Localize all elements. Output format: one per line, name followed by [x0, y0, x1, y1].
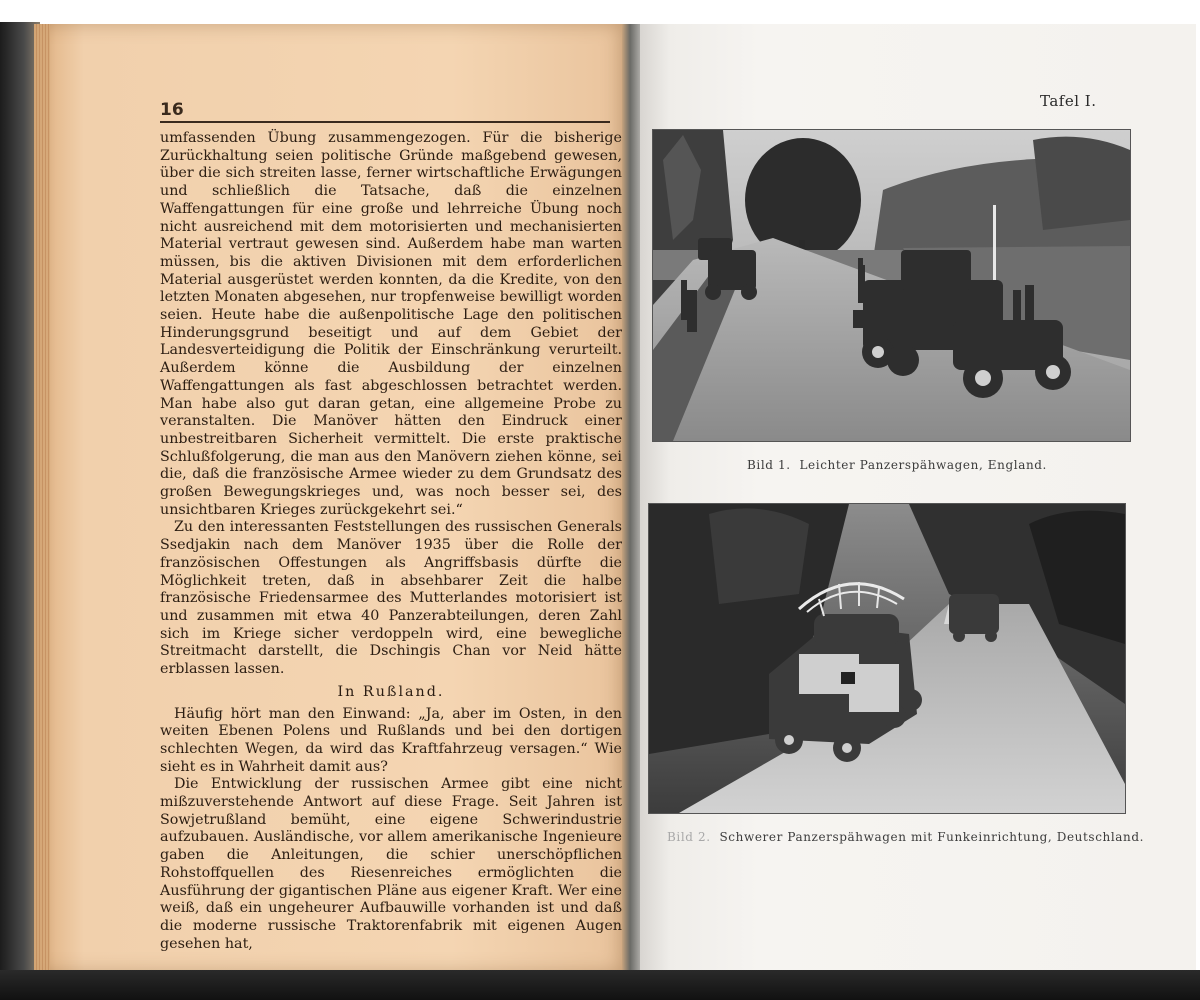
- caption-text: Schwerer Panzerspähwagen mit Funkeinrichtung, Deutschland.: [719, 830, 1145, 844]
- armored-car-convoy-photo-icon: [653, 130, 1130, 441]
- page-number: 16: [160, 100, 184, 120]
- section-heading: In Rußland.: [337, 683, 445, 700]
- paragraph: umfassenden Übung zusammengezogen. Für die bisherige Zurückhaltung seien politische Gründe maßgebend gewesen, über die sich streiten lasse, ferner wirtschaftliche Erwägungen und schließlich die Tatsache, daß die einzelnen Waffengattungen für eine große und lehrreiche Übung noch nicht ausreichend mit dem motorisierten und mechanisierten Material vertraut gewesen sind. Außerdem habe man warten müssen, bis die aktiven Divisionen mit dem erforderlichen Material ausgerüstet werden konnten, da die Kredite, von den letzten Monaten abgesehen, nur tropfenweise bewilligt worden seien. Heute habe die außenpolitische Lage den politischen Hinderungsgrund beseitigt und auf dem Gebiet der Landesverteidigung die Politik der Einschränkung verurteilt. Außerdem könne die Ausbildung der einzelnen Waffengattungen als fast abgeschlossen betrachtet werden. Man habe also gut daran getan, eine allgemeine Probe zu veranstalten. Die Manöver hätten den Eindruck einer unbestreitbaren Sicherheit vermittelt. Die erste praktische Schlußfolgerung, die man aus den Manövern ziehen könne, sei die, daß die französische Armee wieder zu dem Grundsatz des großen Bewegungskrieges und, was noch besser sei, des unsichtbaren Krieges zurückgekehrt sei.“: [160, 130, 622, 518]
- caption-prefix: Bild 1.: [747, 458, 791, 472]
- body-text: [160, 130, 622, 953]
- book-gutter: [622, 24, 642, 972]
- header-rule: [160, 121, 610, 123]
- paragraph: Die Entwicklung der russischen Armee gibt eine nicht mißzuverstehende Antwort auf diese Frage. Seit Jahren ist Sowjetrußland bemüht, eine eigene Schwerindustrie aufzubauen. Ausländische, vor allem amerikanische Ingenieure gaben die Anleitungen, die schier unerschöpflichen Rohstoffquellen des Riesenreiches ermöglichten die Ausführung der gigantischen Pläne aus eigener Kraft. Wer eine weiß, daß ein ungeheurer Aufbauwille vorhanden ist und daß die moderne russische Traktorenfabrik mit eigenen Augen gesehen hat,: [160, 776, 622, 952]
- caption-text: Leichter Panzerspähwagen, England.: [799, 458, 1047, 472]
- paragraph: Häufig hört man den Einwand: „Ja, aber im Osten, in den weiten Ebenen Polens und Rußlands und bei den dortigen schlechten Wegen, da wird das Kraftfahrzeug versagen.“ Wie sieht es in Wahrheit damit aus?: [160, 705, 622, 775]
- figure-1-caption: [747, 458, 1047, 472]
- figure-2-caption: [667, 830, 1144, 844]
- caption-prefix: Bild 2.: [667, 830, 711, 844]
- plate-label: Tafel I.: [1040, 92, 1097, 110]
- radio-armored-car-photo-icon: [649, 504, 1125, 813]
- table-surface: [0, 970, 1200, 1000]
- paragraph: Zu den interessanten Feststellungen des russischen Generals Ssedjakin nach dem Manöver 1935 über die Rolle der französischen Offestungen als Angriffsbasis dürfte die Möglichkeit treten, daß in absehbarer Zeit die halbe französische Friedensarmee des Mutterlandes motorisiert ist und zusammen mit etwa 40 Panzerabteilungen, deren Zahl sich im Kriege sicher verdoppeln wird, eine bewegliche Streitmacht darstellt, die Dschingis Chan vor Neid hätte erblassen lassen.: [160, 519, 622, 678]
- page-edges: [34, 24, 50, 972]
- figure-2-photo: [648, 503, 1126, 814]
- figure-1-photo: [652, 129, 1131, 442]
